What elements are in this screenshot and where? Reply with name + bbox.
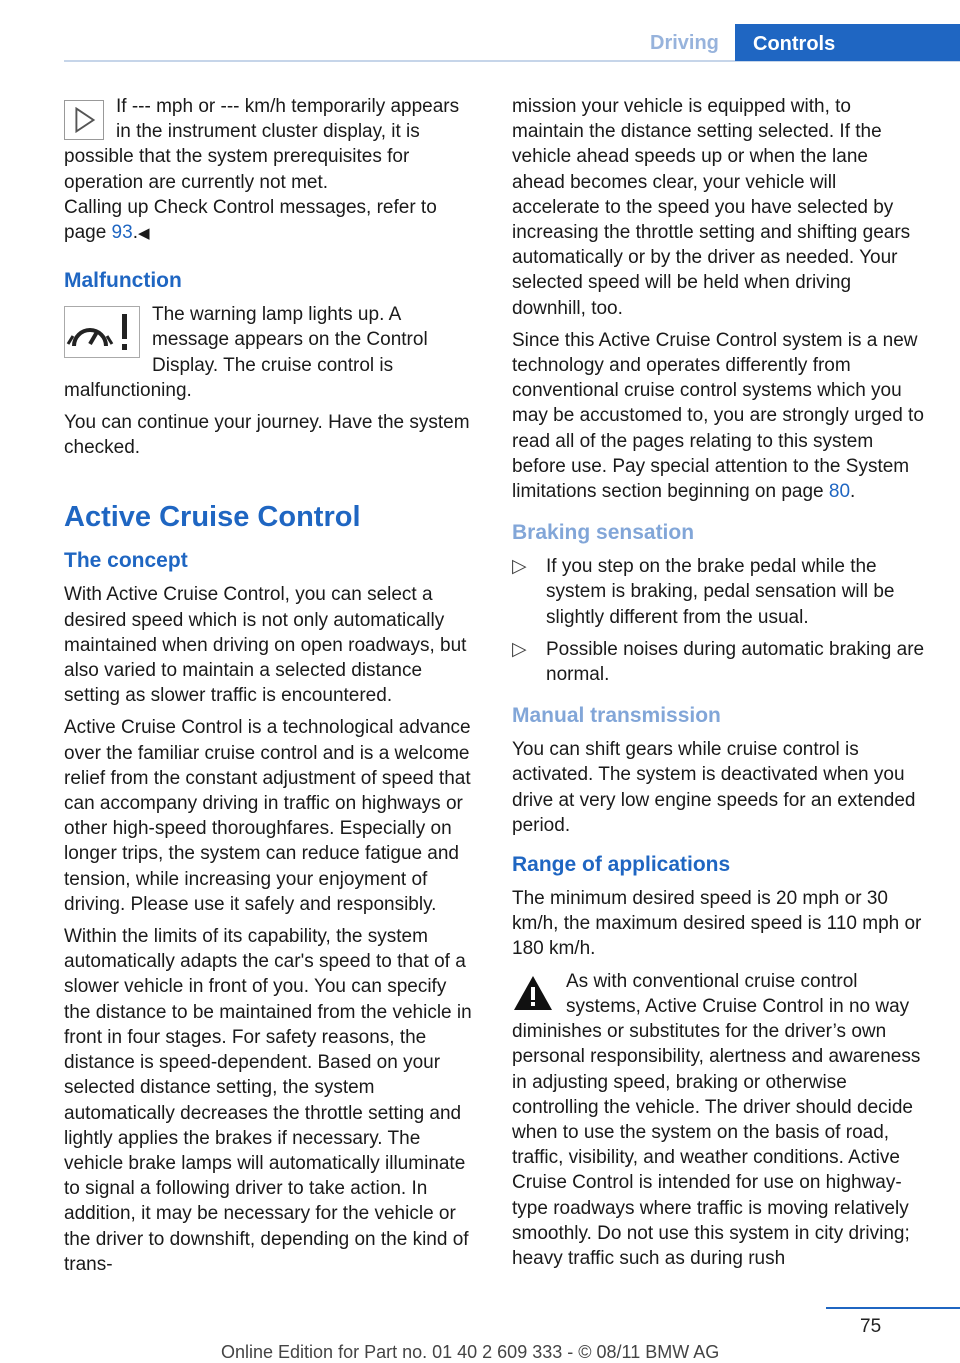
right-column (512, 94, 925, 1278)
manual-heading: Manual transmission (512, 704, 721, 728)
header-section: Driving (650, 32, 719, 54)
warning-period: . (850, 481, 856, 503)
continued-paragraph: mission your vehicle is equipped with, to maintain the distance setting selected. If the vehicle ahead speeds up or when the lane ahead becomes clear, your vehicle will accelerate to the speed you have selected by increasing the throttle setting and shifting gears automatically or by the driver as needed. Your selected speed will be held when driving downhill, too. (512, 96, 911, 319)
malfunction-paragraph (64, 302, 477, 403)
list-item (512, 637, 925, 687)
warning-triangle-icon (512, 973, 554, 1013)
note-text: If --- mph or --- km/h temporarily appears in the instrument cluster display, it is possible that the system prerequisites for operation are currently not met. (64, 96, 460, 193)
note-period: . (132, 222, 138, 244)
concept-paragraph-2: Active Cruise Control is a technological advance over the familiar cruise control and is a welcome relief from the constant adjustment of speed that can accompany driving in traffic on highways or other high-speed thoroughfares. Especially on longer trips, the system can reduce fatigue and tension, while increasing your enjoyment of driving. Please use it safely and responsibly. (64, 717, 471, 915)
list-item-text: If you step on the brake pedal while the system is braking, pedal sensation will be slightly different from the usual. (546, 556, 895, 628)
warning-paragraph (512, 328, 925, 504)
list-item (512, 554, 925, 630)
braking-heading: Braking sensation (512, 521, 695, 545)
section-title: Active Cruise Control (64, 501, 361, 534)
note-arrow-icon (64, 100, 104, 140)
bullet-arrow-icon: ▷ (512, 556, 527, 578)
list-item-text: Possible noises during automatic braking are normal. (546, 638, 925, 686)
warning-text: Since this Active Cruise Control system is a new technology and operates differently from conventional cruise control systems which you may be accustomed to, you are strongly urged to read all of the pages relating to this system before use. Pay special attention to the System limitations section beginning on page (512, 329, 924, 503)
footer-text: Online Edition for Part no. 01 40 2 609 333 - © 08/11 BMW AG (221, 1342, 720, 1362)
manual-paragraph: You can shift gears while cruise control is activated. The system is deactivated when you drive at very low engine speeds for an extended period. (512, 739, 916, 836)
note-ref-text: Calling up Check Control messages, refer to page (64, 196, 437, 244)
left-column (64, 94, 477, 1284)
concept-paragraph-3: Within the limits of its capability, the system automatically adapts the car's speed to that of a slower vehicle in front of you. You can specify the distance to be maintained from the vehicle in front in four stages. For safety reasons, the distance is speed-dependent. Based on your selected distance setting, the system automatically decreases the throttle setting and lightly applies the brakes if necessary. The vehicle brake lamps will automatically illuminate to signal a following driver to take action. In addition, it may be necessary for the vehicle or the driver to downshift, depending on the kind of trans- (64, 926, 472, 1275)
caution-paragraph (512, 969, 925, 1271)
malfunction-heading: Malfunction (64, 269, 182, 293)
page-number: 75 (860, 1316, 882, 1337)
page-number-rule (826, 1307, 960, 1309)
note-paragraph (64, 94, 477, 246)
caution-text: As with conventional cruise control systems, Active Cruise Control in no way diminishes or substitutes for the driver’s own personal responsibility, alertness and awareness in adjusting speed, braking or otherwise controlling the vehicle. The driver should decide when to use the system on the basis of road, traffic, visibility, and weather conditions. Active Cruise Control is intended for use on highway-type roadways where traffic is moving relatively smoothly. Do not use this system in city driving; heavy traffic such as during rush (512, 970, 921, 1269)
malfunction-text: The warning lamp lights up. A message appears on the Control Display. The cruise control is malfunctioning. (64, 304, 428, 401)
concept-paragraph-1: With Active Cruise Control, you can select a desired speed which is not only automatically maintained when driving on open roadways, but also varied to maintain a selected distance setting as slower traffic is encountered. (64, 584, 467, 707)
page-link-93[interactable]: 93 (111, 222, 133, 244)
malfunction-text-2: You can continue your journey. Have the system checked. (64, 412, 470, 459)
range-paragraph: The minimum desired speed is 20 mph or 30 km/h, the maximum desired speed is 110 mph or 180 km/h. (512, 888, 922, 960)
page-link-80[interactable]: 80 (828, 481, 851, 503)
range-heading: Range of applications (512, 853, 731, 877)
cruise-warning-lamp-icon (64, 306, 140, 358)
end-mark: ◀ (137, 225, 150, 243)
header-tab: Controls (735, 24, 960, 61)
concept-heading: The concept (64, 549, 188, 573)
bullet-arrow-icon: ▷ (512, 638, 527, 660)
